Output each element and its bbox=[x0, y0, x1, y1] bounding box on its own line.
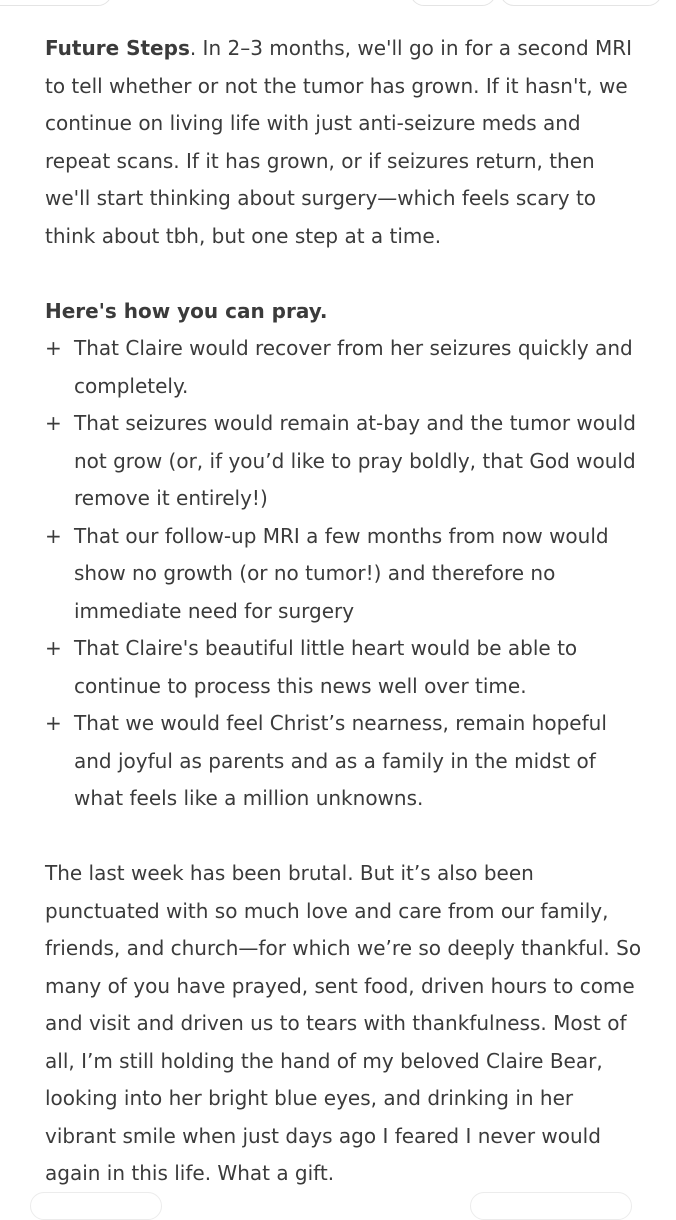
top-toolbar-edge bbox=[0, 0, 676, 10]
closing-paragraph: The last week has been brutal. But it’s also been punctuated with so much love and care from our family, friends, and church—for which we’re so deeply thankful. So many of you have prayed, sent food, driven hours to come and visit and driven us to tears with thankfulness. Most of all, I’m still holding the hand of my beloved Claire Bear, looking into her bright blue eyes, and drinking in her vibrant smile when just days ago I feared I never would again in this life. What a gift. bbox=[45, 861, 642, 1185]
toolbar-button-middle[interactable] bbox=[410, 0, 496, 6]
prayer-item-text: That seizures would remain at-bay and the tumor would not grow (or, if you’d like to pray boldly, that God would remove it entirely!) bbox=[74, 411, 636, 510]
future-steps-text: . In 2–3 months, we'll go in for a second MRI to tell whether or not the tumor has grown. If it hasn't, we continue on living life with just anti-seizure meds and repeat scans. If it has grown, or if seizures return, then we'll start thinking about surgery—which feels scary to think about tbh, but one step at a time. bbox=[45, 36, 633, 248]
prayer-item-text: That Claire would recover from her seizures quickly and completely. bbox=[74, 336, 633, 398]
prayer-item-text: That our follow-up MRI a few months from now would show no growth (or no tumor!) and therefore no immediate need for surgery bbox=[74, 523, 609, 623]
toolbar-button-right[interactable] bbox=[500, 0, 662, 6]
paragraph-gap bbox=[45, 255, 645, 293]
prayer-heading: Here's how you can pray. bbox=[45, 298, 328, 323]
plus-bullet-icon: + bbox=[45, 336, 62, 360]
future-steps-paragraph bbox=[45, 30, 645, 255]
plus-bullet-icon: + bbox=[45, 711, 62, 735]
bottom-button-right[interactable] bbox=[470, 1192, 632, 1220]
prayer-item bbox=[45, 705, 645, 818]
prayer-item bbox=[45, 330, 645, 405]
note-body bbox=[45, 30, 645, 1193]
plus-bullet-icon: + bbox=[45, 411, 62, 435]
prayer-item-text: That Claire's beautiful little heart would be able to continue to process this news well over time. bbox=[74, 636, 578, 698]
future-steps-label: Future Steps bbox=[45, 36, 190, 60]
prayer-item bbox=[45, 630, 645, 705]
plus-bullet-icon: + bbox=[45, 523, 62, 548]
prayer-item bbox=[45, 518, 645, 631]
prayer-item bbox=[45, 405, 645, 518]
plus-bullet-icon: + bbox=[45, 636, 62, 660]
prayer-list bbox=[45, 330, 645, 818]
paragraph-gap bbox=[45, 818, 645, 856]
prayer-item-text: That we would feel Christ’s nearness, remain hopeful and joyful as parents and as a family in the midst of what feels like a million unknowns. bbox=[74, 711, 607, 810]
toolbar-button-left[interactable] bbox=[0, 0, 112, 6]
bottom-button-left[interactable] bbox=[30, 1192, 162, 1220]
